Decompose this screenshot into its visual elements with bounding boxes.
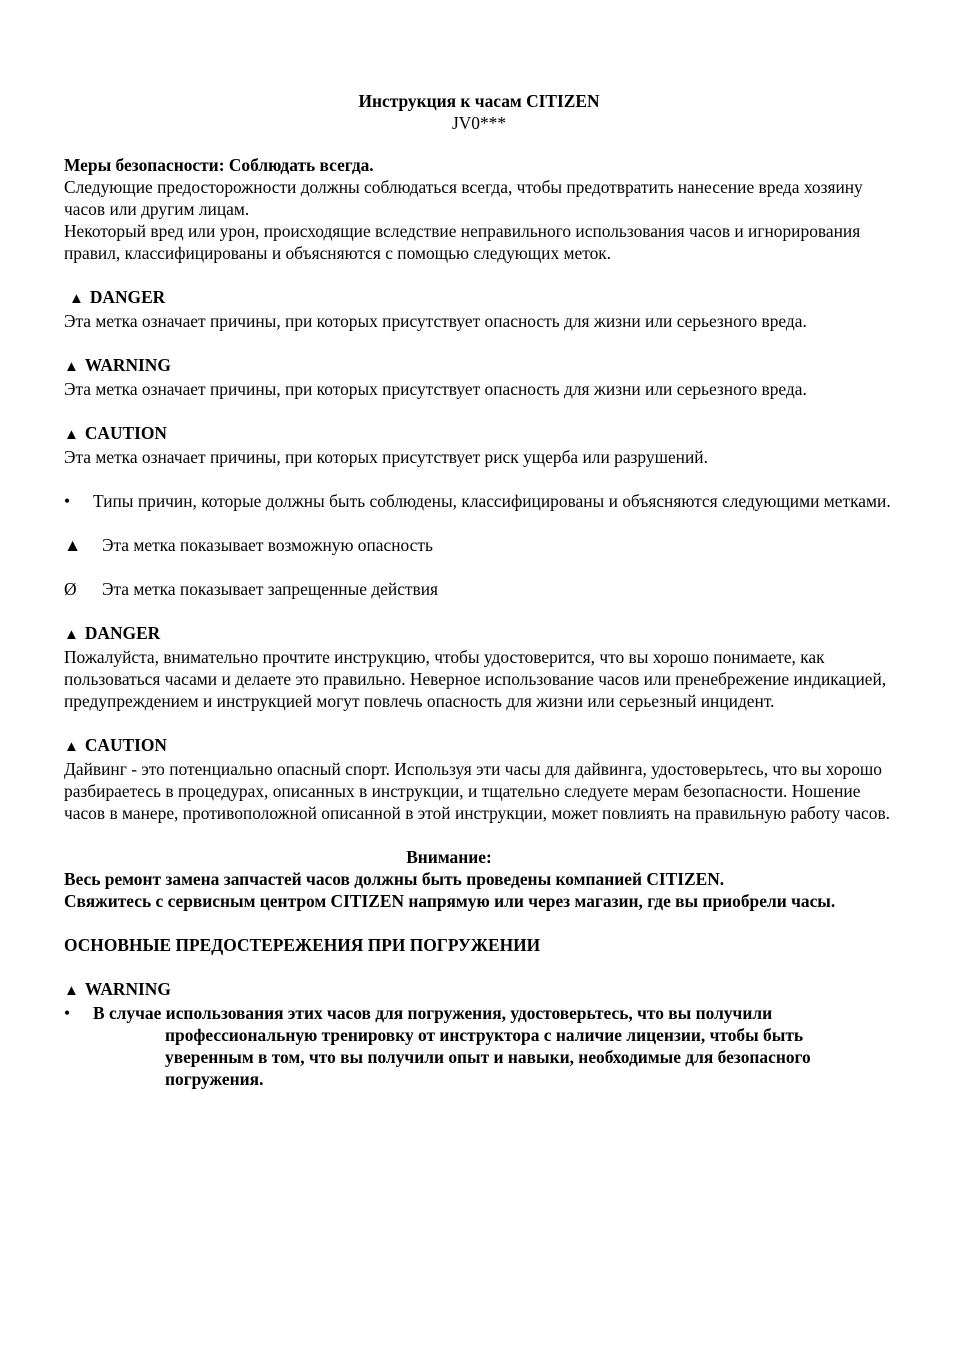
spacer (64, 332, 894, 354)
safety-intro-1: Следующие предосторожности должны соблюдаться всегда, чтобы предотвратить нанесение вреда хозяину часов или другим лицам. (64, 177, 863, 219)
spacer (64, 912, 894, 934)
diving-warning-heading (64, 978, 894, 1002)
document-model: JV0*** (451, 113, 507, 133)
warning-triangle-icon: ▲ (64, 627, 79, 643)
mark-prohibited-row (64, 578, 894, 600)
spacer (64, 600, 894, 622)
spacer (64, 556, 894, 578)
warning-triangle-icon: ▲ (69, 291, 84, 307)
bullet-icon: • (64, 491, 71, 511)
caution-section-text: Дайвинг - это потенциально опасный спорт. Используя эти часы для дайвинга, удостоверьтесь, что вы хорошо разбираетесь в процедурах, описанных в инструкции, и тщательно следуете мерам безопасности. Ношение часов в манере, противоположной описанной в этой инструкции, может повлиять на правильную работу часов. (64, 759, 891, 823)
caution-section-title: CAUTION (84, 735, 167, 755)
bullet-icon: • (64, 1003, 71, 1023)
spacer (64, 956, 894, 978)
label-danger-title: DANGER (89, 287, 166, 307)
safety-intro-2: Некоторый вред или урон, происходящие вследствие неправильного использования часов и игнорирования правил, классифицированы и объясняются с помощью следующих меток. (64, 221, 861, 263)
list-item (64, 490, 894, 512)
warning-triangle-icon: ▲ (64, 427, 79, 443)
danger-section-heading (64, 622, 894, 646)
warning-triangle-icon: ▲ (64, 535, 82, 555)
label-danger-heading (64, 286, 894, 310)
diving-heading: ОСНОВНЫЕ ПРЕДОСТЕРЕЖЕНИЯ ПРИ ПОГРУЖЕНИИ (64, 935, 541, 955)
spacer (64, 468, 894, 490)
mark-prohibited-text: Эта метка показывает запрещенные действия (102, 579, 439, 599)
danger-section-text: Пожалуйста, внимательно прочтите инструкцию, чтобы удостоверится, что вы хорошо понимаете, как пользоваться часами и делаете это правильно. Неверное использование часов или пренебрежение индикацией, предупреждением и инструкцией могут повлечь опасность для жизни или серьезный инцидент. (64, 647, 887, 711)
attention-line-1: Весь ремонт замена запчастей часов должны быть проведены компанией CITIZEN. (64, 869, 725, 889)
label-caution-text: Эта метка означает причины, при которых присутствует риск ущерба или разрушений. (64, 447, 708, 467)
danger-section-title: DANGER (84, 623, 161, 643)
attention-heading: Внимание: (406, 847, 492, 867)
label-danger-text: Эта метка означает причины, при которых присутствует опасность для жизни или серьезного вреда. (64, 311, 807, 331)
label-warning-heading (64, 354, 894, 378)
document-page (64, 90, 894, 1090)
list-item (64, 1002, 894, 1090)
label-caution-heading (64, 422, 894, 446)
warning-triangle-icon: ▲ (64, 983, 79, 999)
spacer (64, 264, 894, 286)
mark-danger-text: Эта метка показывает возможную опасность (102, 535, 433, 555)
label-warning-title: WARNING (84, 355, 171, 375)
label-warning-text: Эта метка означает причины, при которых присутствует опасность для жизни или серьезного вреда. (64, 379, 807, 399)
diving-warning-continuation: профессиональную тренировку от инструктора с наличие лицензии, чтобы быть уверенным в том, что вы получили опыт и навыки, необходимые для безопасного погружения. (165, 1025, 811, 1089)
safety-heading: Меры безопасности: Соблюдать всегда. (64, 155, 374, 175)
spacer (64, 824, 894, 846)
spacer (64, 134, 894, 154)
diving-warning-first-line: В случае использования этих часов для погружения, удостоверьтесь, что вы получили (93, 1003, 773, 1023)
bullet-types-text: Типы причин, которые должны быть соблюдены, классифицированы и объясняются следующими метками. (93, 491, 891, 511)
warning-triangle-icon: ▲ (64, 359, 79, 375)
attention-line-2: Свяжитесь с сервисным центром CITIZEN напрямую или через магазин, где вы приобрели часы. (64, 891, 836, 911)
label-caution-title: CAUTION (84, 423, 167, 443)
warning-triangle-icon: ▲ (64, 739, 79, 755)
caution-section-heading (64, 734, 894, 758)
spacer (64, 400, 894, 422)
diving-warning-title: WARNING (84, 979, 171, 999)
spacer (64, 512, 894, 534)
mark-danger-row (64, 534, 894, 556)
spacer (64, 712, 894, 734)
prohibited-icon: Ø (64, 579, 77, 599)
document-title: Инструкция к часам CITIZEN (358, 91, 600, 111)
